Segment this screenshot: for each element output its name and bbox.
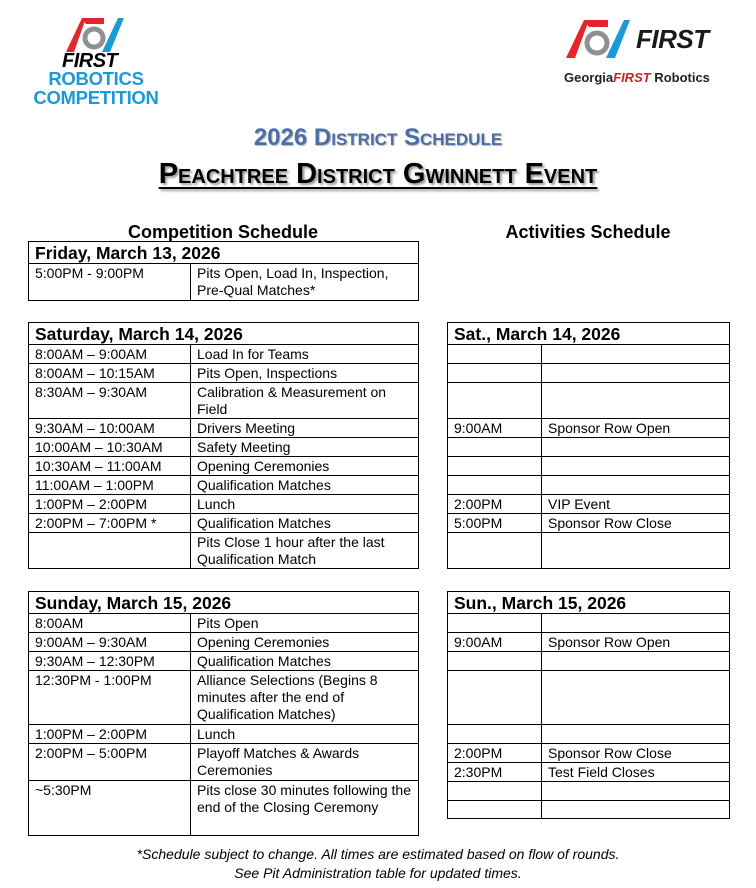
time-cell: 2:30PM bbox=[448, 763, 542, 782]
time-cell: 9:00AM bbox=[448, 419, 542, 438]
time-cell: 9:00AM – 9:30AM bbox=[29, 633, 191, 652]
table-row bbox=[448, 345, 730, 364]
event-cell bbox=[542, 614, 730, 633]
table-row bbox=[448, 419, 730, 438]
table-row bbox=[448, 533, 730, 569]
event-cell bbox=[542, 476, 730, 495]
time-cell: 8:00AM bbox=[29, 614, 191, 633]
table-row bbox=[29, 476, 419, 495]
event-cell: Safety Meeting bbox=[191, 438, 419, 457]
table-row bbox=[448, 782, 730, 801]
logo-sub-italic: FIRST bbox=[613, 70, 651, 85]
table-row bbox=[448, 671, 730, 725]
time-cell bbox=[448, 345, 542, 364]
logo-sub-prefix: Georgia bbox=[564, 70, 614, 85]
time-cell bbox=[448, 438, 542, 457]
event-cell bbox=[542, 457, 730, 476]
saturday-activities-table bbox=[447, 322, 730, 569]
table-row bbox=[29, 364, 419, 383]
time-cell: 8:00AM – 9:00AM bbox=[29, 345, 191, 364]
event-cell: VIP Event bbox=[542, 495, 730, 514]
time-cell: 1:00PM – 2:00PM bbox=[29, 495, 191, 514]
event-title: Peachtree District Gwinnett Event bbox=[158, 158, 598, 190]
table-row bbox=[448, 725, 730, 744]
footnote-line-2: See Pit Administration table for updated times. bbox=[234, 865, 522, 881]
table-row bbox=[29, 438, 419, 457]
event-cell: Qualification Matches bbox=[191, 514, 419, 533]
page-title: 2026 District Schedule bbox=[253, 124, 503, 151]
time-cell: 1:00PM – 2:00PM bbox=[29, 725, 191, 744]
event-cell: Sponsor Row Close bbox=[542, 744, 730, 763]
time-cell: 8:30AM – 9:30AM bbox=[29, 383, 191, 419]
event-cell: Load In for Teams bbox=[191, 345, 419, 364]
event-cell bbox=[542, 438, 730, 457]
sunday-date-header: Sunday, March 15, 2026 bbox=[29, 592, 419, 614]
event-cell bbox=[542, 801, 730, 819]
table-row bbox=[29, 652, 419, 671]
event-cell bbox=[542, 725, 730, 744]
event-cell: Pits close 30 minutes following the end of the Closing Ceremony bbox=[191, 781, 419, 836]
georgia-first-robotics-logo bbox=[560, 16, 740, 92]
table-row bbox=[448, 763, 730, 782]
table-row bbox=[448, 495, 730, 514]
table-row bbox=[29, 633, 419, 652]
event-cell: Drivers Meeting bbox=[191, 419, 419, 438]
time-cell: ~5:30PM bbox=[29, 781, 191, 836]
time-cell: 2:00PM bbox=[448, 495, 542, 514]
footnote-line-1: *Schedule subject to change. All times are estimated based on flow of rounds. bbox=[136, 846, 620, 862]
sunday-competition-table bbox=[28, 591, 419, 836]
table-row bbox=[448, 438, 730, 457]
logo-first-text: FIRST bbox=[62, 50, 118, 72]
table-row bbox=[29, 457, 419, 476]
event-cell bbox=[542, 364, 730, 383]
logo-georgia-first-robotics-text bbox=[564, 70, 710, 85]
saturday-date-header: Saturday, March 14, 2026 bbox=[29, 323, 419, 345]
time-cell bbox=[448, 782, 542, 801]
event-cell: Opening Ceremonies bbox=[191, 457, 419, 476]
table-row bbox=[29, 345, 419, 364]
time-cell bbox=[448, 364, 542, 383]
event-cell: Test Field Closes bbox=[542, 763, 730, 782]
time-cell bbox=[448, 652, 542, 671]
logo-sub-suffix: Robotics bbox=[650, 70, 710, 85]
table-row bbox=[448, 744, 730, 763]
competition-schedule-heading: Competition Schedule bbox=[127, 222, 318, 242]
event-cell bbox=[542, 652, 730, 671]
event-cell: Lunch bbox=[191, 495, 419, 514]
table-row bbox=[29, 744, 419, 781]
event-cell: Sponsor Row Open bbox=[542, 419, 730, 438]
first-mark-icon bbox=[64, 14, 126, 54]
sunday-activities-date-header: Sun., March 15, 2026 bbox=[448, 592, 730, 614]
time-cell bbox=[448, 725, 542, 744]
time-cell: 10:30AM – 11:00AM bbox=[29, 457, 191, 476]
table-row bbox=[448, 652, 730, 671]
table-row bbox=[29, 495, 419, 514]
table-row bbox=[448, 457, 730, 476]
time-cell: 8:00AM – 10:15AM bbox=[29, 364, 191, 383]
time-cell bbox=[448, 476, 542, 495]
time-cell: 11:00AM – 1:00PM bbox=[29, 476, 191, 495]
table-row bbox=[29, 725, 419, 744]
event-cell: Qualification Matches bbox=[191, 652, 419, 671]
friday-date-header: Friday, March 13, 2026 bbox=[29, 242, 419, 264]
table-row bbox=[29, 614, 419, 633]
table-row bbox=[448, 633, 730, 652]
table-row bbox=[448, 383, 730, 419]
first-mark-icon bbox=[564, 16, 632, 60]
friday-competition-table bbox=[28, 241, 419, 301]
saturday-activities-date-header: Sat., March 14, 2026 bbox=[448, 323, 730, 345]
time-cell: 2:00PM – 7:00PM * bbox=[29, 514, 191, 533]
event-cell bbox=[542, 782, 730, 801]
time-cell: 9:30AM – 10:00AM bbox=[29, 419, 191, 438]
first-robotics-competition-logo bbox=[26, 14, 166, 114]
event-cell bbox=[542, 383, 730, 419]
logo-first-text: FIRST bbox=[636, 24, 709, 54]
table-row bbox=[29, 671, 419, 725]
event-cell: Qualification Matches bbox=[191, 476, 419, 495]
time-cell bbox=[448, 614, 542, 633]
table-row bbox=[29, 264, 419, 301]
table-row bbox=[29, 514, 419, 533]
time-cell: 5:00PM bbox=[448, 514, 542, 533]
saturday-competition-table bbox=[28, 322, 419, 569]
event-cell: Lunch bbox=[191, 725, 419, 744]
event-cell: Sponsor Row Close bbox=[542, 514, 730, 533]
logo-robotics-text: ROBOTICS bbox=[48, 68, 144, 89]
time-cell: 2:00PM – 5:00PM bbox=[29, 744, 191, 781]
time-cell bbox=[448, 801, 542, 819]
table-row bbox=[448, 801, 730, 819]
table-row bbox=[448, 614, 730, 633]
logo-competition-text: COMPETITION bbox=[33, 87, 159, 108]
table-row bbox=[448, 364, 730, 383]
time-cell: 9:30AM – 12:30PM bbox=[29, 652, 191, 671]
event-cell: Opening Ceremonies bbox=[191, 633, 419, 652]
event-cell: Calibration & Measurement on Field bbox=[191, 383, 419, 419]
time-cell: 5:00PM - 9:00PM bbox=[29, 264, 191, 301]
event-cell bbox=[542, 345, 730, 364]
time-cell: 9:00AM bbox=[448, 633, 542, 652]
event-cell: Pits Open, Load In, Inspection, Pre-Qual Matches* bbox=[191, 264, 419, 301]
time-cell: 12:30PM - 1:00PM bbox=[29, 671, 191, 725]
time-cell bbox=[448, 533, 542, 569]
table-row bbox=[29, 781, 419, 836]
event-cell bbox=[542, 533, 730, 569]
event-cell: Sponsor Row Open bbox=[542, 633, 730, 652]
time-cell bbox=[448, 457, 542, 476]
event-cell bbox=[542, 671, 730, 725]
activities-schedule-heading: Activities Schedule bbox=[505, 222, 671, 242]
time-cell bbox=[448, 671, 542, 725]
table-row bbox=[29, 419, 419, 438]
time-cell: 10:00AM – 10:30AM bbox=[29, 438, 191, 457]
sunday-activities-table bbox=[447, 591, 730, 819]
event-cell: Pits Open, Inspections bbox=[191, 364, 419, 383]
event-cell: Pits Open bbox=[191, 614, 419, 633]
event-cell: Alliance Selections (Begins 8 minutes after the end of Qualification Matches) bbox=[191, 671, 419, 725]
time-cell bbox=[29, 533, 191, 569]
table-row bbox=[448, 514, 730, 533]
time-cell: 2:00PM bbox=[448, 744, 542, 763]
event-cell: Pits Close 1 hour after the last Qualification Match bbox=[191, 533, 419, 569]
event-cell: Playoff Matches & Awards Ceremonies bbox=[191, 744, 419, 781]
time-cell bbox=[448, 383, 542, 419]
table-row bbox=[448, 476, 730, 495]
table-row bbox=[29, 383, 419, 419]
table-row bbox=[29, 533, 419, 569]
